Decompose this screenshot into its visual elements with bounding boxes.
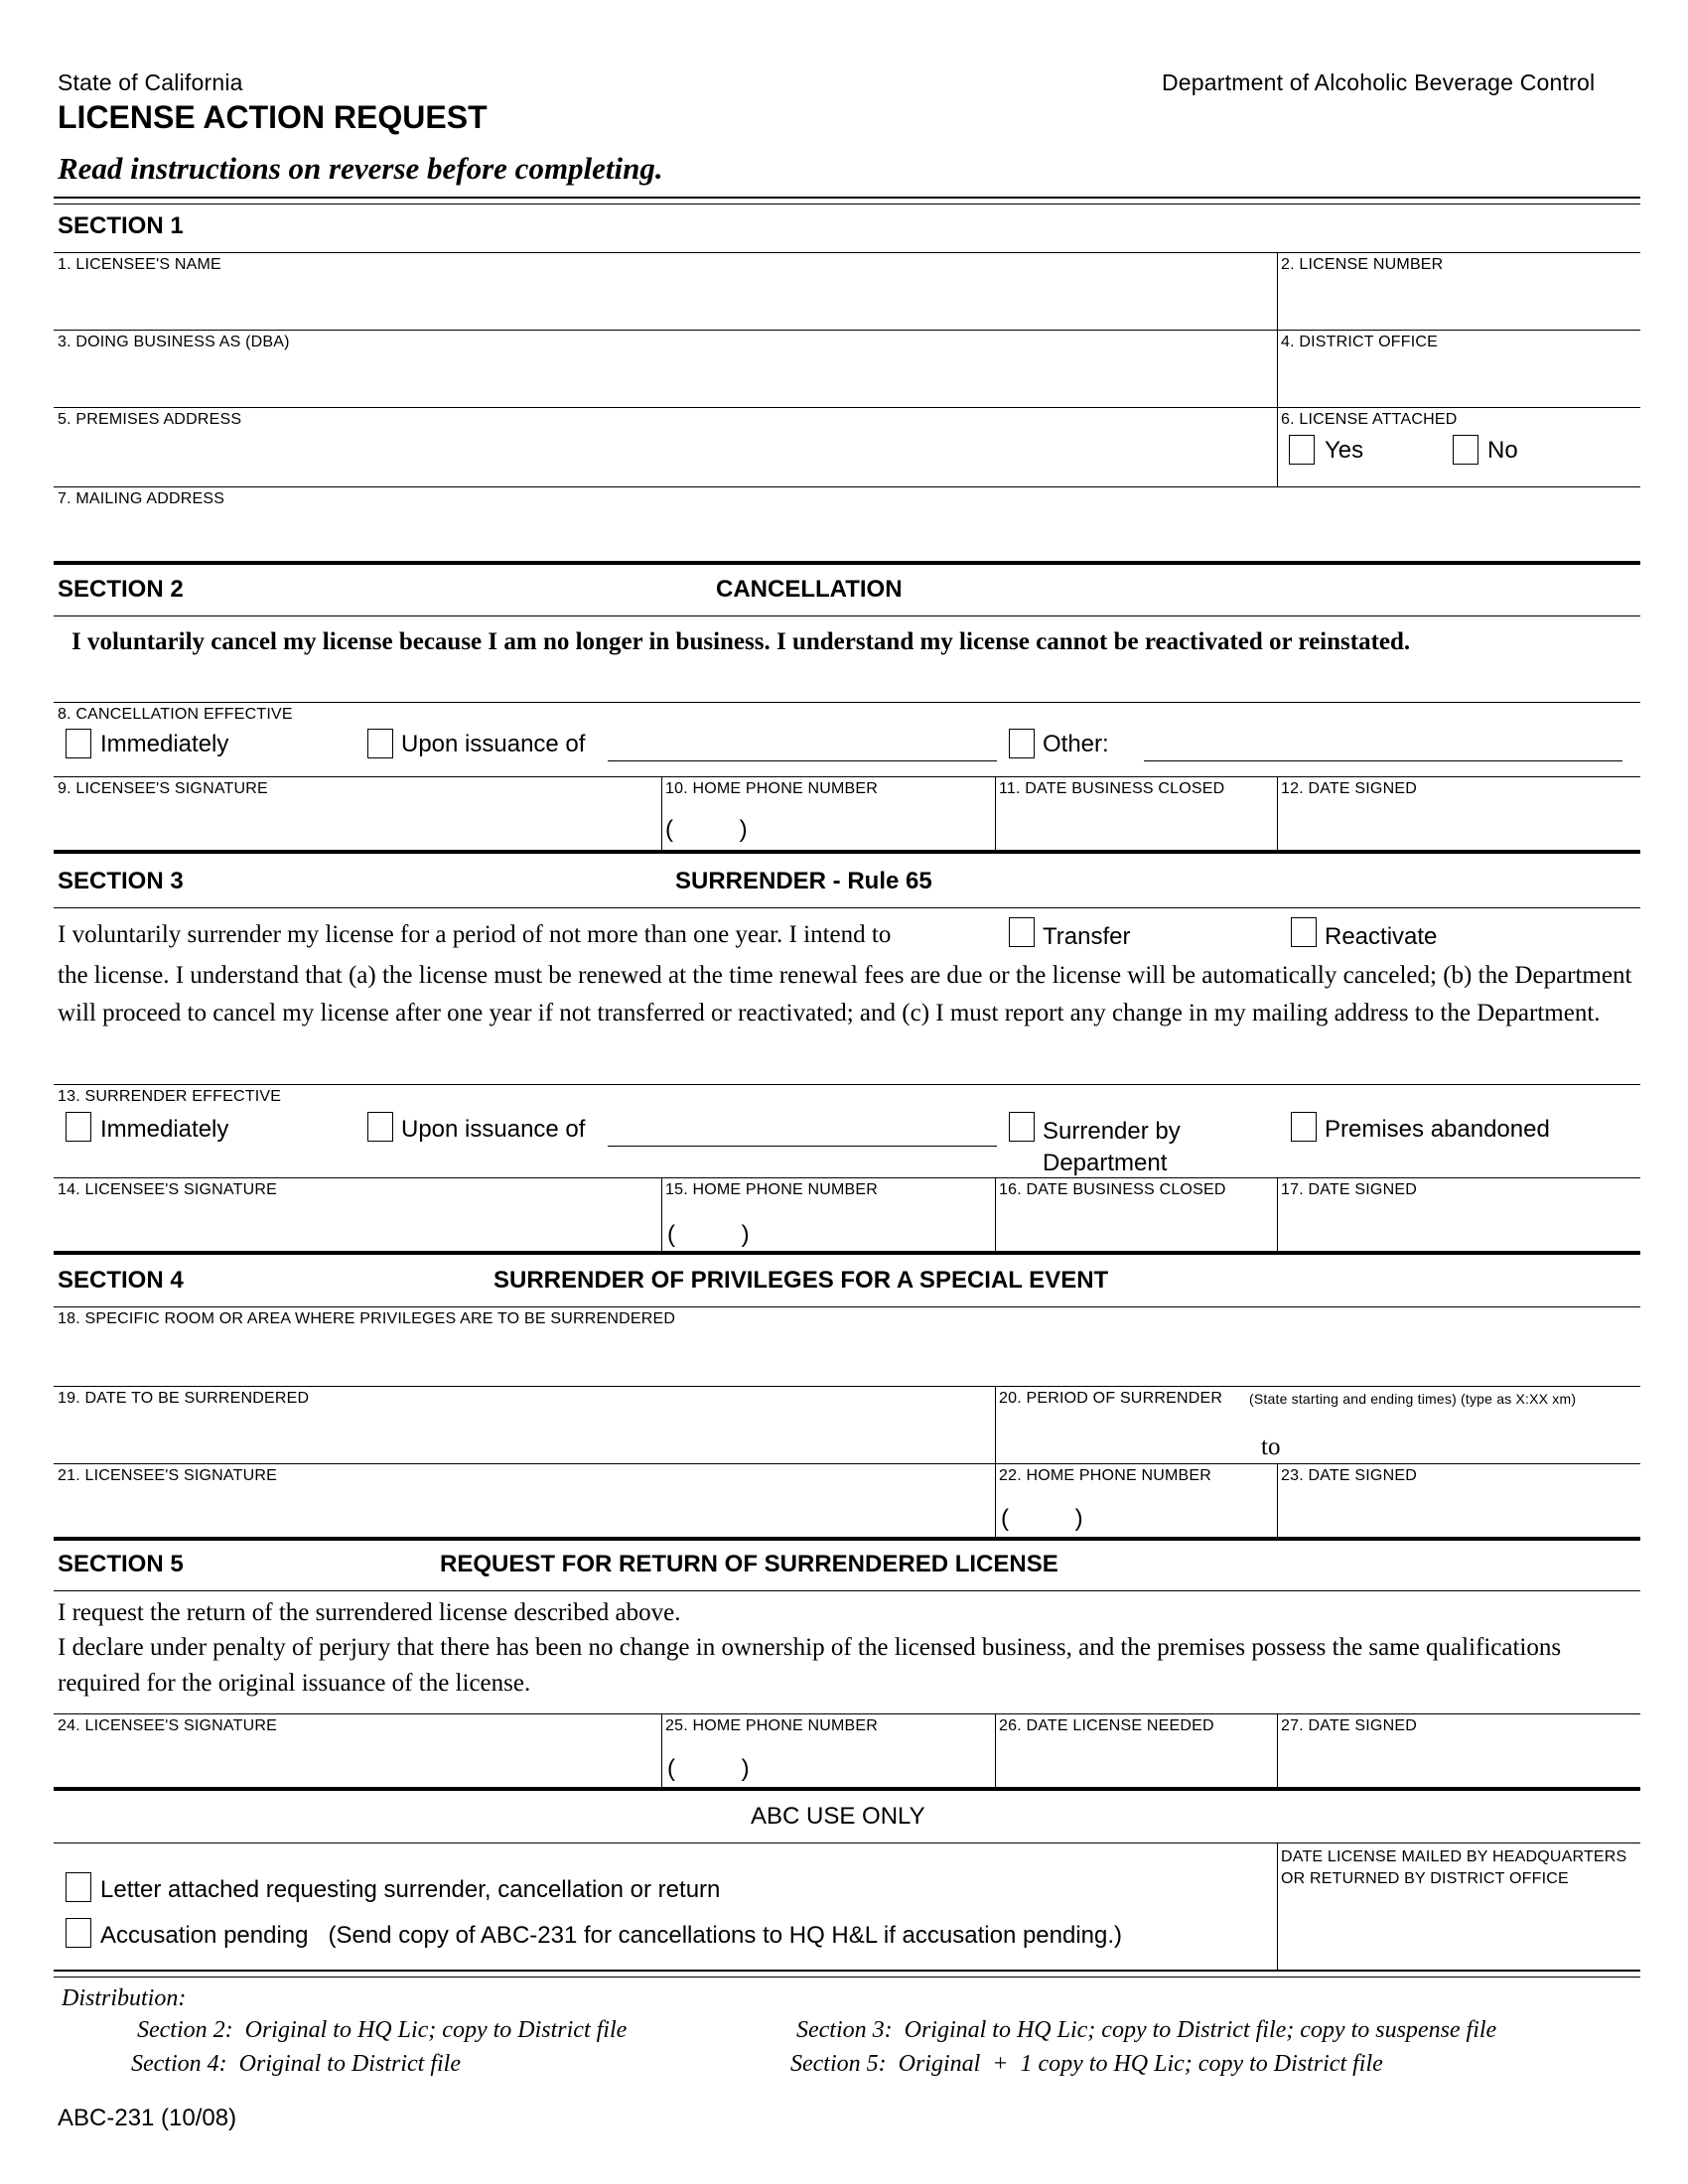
surrender-by-department-label: Surrender by Department: [1043, 1118, 1181, 1176]
upon-issuance-line[interactable]: [608, 760, 997, 761]
section4-heading: SECTION 4: [58, 1267, 184, 1294]
rule: [54, 330, 1640, 331]
column-divider: [995, 1177, 996, 1253]
abc-use-only-title: ABC USE ONLY: [751, 1803, 925, 1830]
cancel-upon-issuance-checkbox[interactable]: [367, 729, 393, 758]
column-divider: [661, 1177, 662, 1253]
letter-attached-checkbox[interactable]: [66, 1872, 91, 1902]
letter-attached-label: Letter attached requesting surrender, cancellation or return: [100, 1876, 721, 1903]
premises-abandoned-label: Premises abandoned: [1325, 1116, 1550, 1143]
premises-abandoned-checkbox[interactable]: [1291, 1112, 1317, 1142]
phone-area-code[interactable]: ( ): [667, 1221, 750, 1248]
rule: [54, 776, 1640, 777]
cancellation-statement: I voluntarily cancel my license because I am no longer in business. I understand my license cannot be reactivated or reinstated.: [71, 628, 1411, 655]
rule: [54, 702, 1640, 703]
licensee-signature-label: 21. LICENSEE'S SIGNATURE: [58, 1467, 277, 1484]
rule: [54, 1970, 1640, 1972]
phone-area-code[interactable]: ( ): [667, 1755, 750, 1782]
section-rule: [54, 850, 1640, 854]
date-signed-label: 27. DATE SIGNED: [1281, 1717, 1417, 1734]
cancel-other-checkbox[interactable]: [1009, 729, 1035, 758]
form-id: ABC-231 (10/08): [58, 2105, 237, 2131]
rule: [54, 1463, 1640, 1464]
to-label: to: [1261, 1433, 1281, 1460]
return-request-text: I request the return of the surrendered license described above.: [58, 1599, 681, 1626]
section3-title: SURRENDER - Rule 65: [675, 868, 932, 894]
specific-room-label: 18. SPECIFIC ROOM OR AREA WHERE PRIVILEGES ARE TO BE SURRENDERED: [58, 1310, 676, 1327]
licensee-signature-label: 24. LICENSEE'S SIGNATURE: [58, 1717, 277, 1734]
home-phone-label: 25. HOME PHONE NUMBER: [665, 1717, 879, 1734]
accusation-pending-checkbox[interactable]: [66, 1918, 91, 1948]
column-divider: [995, 1386, 996, 1539]
licensee-name-label: 1. LICENSEE'S NAME: [58, 256, 221, 273]
district-office-label: 4. DISTRICT OFFICE: [1281, 334, 1438, 350]
date-signed-label: 17. DATE SIGNED: [1281, 1181, 1417, 1198]
surrender-by-department-checkbox[interactable]: [1009, 1112, 1035, 1142]
dba-label: 3. DOING BUSINESS AS (DBA): [58, 334, 290, 350]
rule: [54, 1084, 1640, 1085]
section4-title: SURRENDER OF PRIVILEGES FOR A SPECIAL EVENT: [493, 1267, 1109, 1294]
instructions-note: Read instructions on reverse before completing.: [58, 151, 663, 186]
section5-title: REQUEST FOR RETURN OF SURRENDERED LICENSE: [440, 1551, 1058, 1577]
immediately-label: Immediately: [100, 1116, 229, 1143]
section-rule: [54, 1537, 1640, 1541]
column-divider: [995, 776, 996, 852]
rule: [54, 197, 1640, 199]
rule: [54, 1977, 1640, 1978]
surrender-effective-label: 13. SURRENDER EFFECTIVE: [58, 1088, 282, 1105]
no-label: No: [1487, 437, 1518, 464]
column-divider: [661, 776, 662, 852]
mailing-address-label: 7. MAILING ADDRESS: [58, 490, 225, 507]
phone-area-code[interactable]: ( ): [665, 816, 748, 843]
rule: [54, 1386, 1640, 1387]
transfer-checkbox[interactable]: [1009, 917, 1035, 947]
date-signed-label: 23. DATE SIGNED: [1281, 1467, 1417, 1484]
distribution-section4: Section 4: Original to District file: [131, 2051, 461, 2077]
column-divider: [1277, 252, 1278, 486]
section5-heading: SECTION 5: [58, 1551, 184, 1577]
immediately-label: Immediately: [100, 731, 229, 757]
period-note: (State starting and ending times) (type as X:XX xm): [1249, 1391, 1577, 1407]
accusation-pending-label: Accusation pending (Send copy of ABC-231 for cancellations to HQ H&L if accusation pending.): [100, 1922, 1123, 1949]
distribution-section2: Section 2: Original to HQ Lic; copy to District file: [137, 2017, 628, 2043]
section-rule: [54, 1787, 1640, 1791]
rule: [54, 907, 1640, 908]
license-number-label: 2. LICENSE NUMBER: [1281, 256, 1444, 273]
upon-issuance-line[interactable]: [608, 1146, 997, 1147]
premises-address-label: 5. PREMISES ADDRESS: [58, 411, 242, 428]
section-rule: [54, 1251, 1640, 1255]
date-business-closed-label: 16. DATE BUSINESS CLOSED: [999, 1181, 1226, 1198]
surrender-terms: the license. I understand that (a) the license must be renewed at the time renewal fees are due or the license will be automatically canceled; (b) the Department will proceed to cancel my license after one year if not transferred or reactivated; and (c) I must report any change in my mailing address to the Department.: [58, 962, 1632, 1026]
licensee-signature-label: 9. LICENSEE'S SIGNATURE: [58, 780, 268, 797]
rule: [54, 252, 1640, 253]
home-phone-label: 22. HOME PHONE NUMBER: [999, 1467, 1212, 1484]
period-of-surrender-label: 20. PERIOD OF SURRENDER: [999, 1390, 1223, 1407]
cancellation-effective-label: 8. CANCELLATION EFFECTIVE: [58, 706, 293, 723]
perjury-declaration: I declare under penalty of perjury that there has been no change in ownership of the licensed business, and the premises possess the same qualifications required for the original issuance of the license.: [58, 1634, 1562, 1697]
rule: [54, 615, 1640, 616]
column-divider: [1277, 1713, 1278, 1789]
other-label: Other:: [1043, 731, 1109, 757]
rule: [54, 1590, 1640, 1591]
yes-label: Yes: [1325, 437, 1364, 464]
license-attached-label: 6. LICENSE ATTACHED: [1281, 411, 1458, 428]
department-label: Department of Alcoholic Beverage Control: [1162, 69, 1596, 95]
distribution-section5: Section 5: Original + 1 copy to HQ Lic; copy to District file: [790, 2051, 1383, 2077]
upon-issuance-label: Upon issuance of: [401, 731, 586, 757]
column-divider: [1277, 776, 1278, 852]
section1-heading: SECTION 1: [58, 212, 184, 239]
license-attached-yes-checkbox[interactable]: [1289, 435, 1315, 465]
distribution-section3: Section 3: Original to HQ Lic; copy to District file; copy to suspense file: [796, 2017, 1497, 2043]
section2-title: CANCELLATION: [716, 576, 903, 603]
rule: [54, 486, 1640, 487]
column-divider: [995, 1713, 996, 1789]
surrender-upon-issuance-checkbox[interactable]: [367, 1112, 393, 1142]
distribution-title: Distribution:: [62, 1985, 187, 2011]
state-label: State of California: [58, 69, 243, 95]
section-rule: [54, 561, 1640, 565]
other-line[interactable]: [1144, 760, 1622, 761]
upon-issuance-label: Upon issuance of: [401, 1116, 586, 1143]
form-title: LICENSE ACTION REQUEST: [58, 99, 488, 135]
date-license-mailed-label: DATE LICENSE MAILED BY HEADQUARTERS OR RETURNED BY DISTRICT OFFICE: [1281, 1848, 1627, 1887]
column-divider: [661, 1713, 662, 1789]
section2-heading: SECTION 2: [58, 576, 184, 603]
reactivate-checkbox[interactable]: [1291, 917, 1317, 947]
column-divider: [1277, 1463, 1278, 1539]
date-signed-label: 12. DATE SIGNED: [1281, 780, 1417, 797]
column-divider: [1277, 1843, 1278, 1970]
rule: [54, 204, 1640, 205]
home-phone-label: 15. HOME PHONE NUMBER: [665, 1181, 879, 1198]
reactivate-label: Reactivate: [1325, 923, 1438, 950]
cancel-immediately-checkbox[interactable]: [66, 729, 91, 758]
license-attached-no-checkbox[interactable]: [1453, 435, 1478, 465]
rule: [54, 407, 1640, 408]
rule: [54, 1177, 1640, 1178]
licensee-signature-label: 14. LICENSEE'S SIGNATURE: [58, 1181, 277, 1198]
surrender-intent-text: I voluntarily surrender my license for a period of not more than one year. I intend to: [58, 921, 892, 948]
column-divider: [1277, 1177, 1278, 1253]
date-business-closed-label: 11. DATE BUSINESS CLOSED: [999, 780, 1225, 797]
rule: [54, 1306, 1640, 1307]
section3-heading: SECTION 3: [58, 868, 184, 894]
home-phone-label: 10. HOME PHONE NUMBER: [665, 780, 879, 797]
transfer-label: Transfer: [1043, 923, 1131, 950]
date-surrendered-label: 19. DATE TO BE SURRENDERED: [58, 1390, 310, 1407]
phone-area-code[interactable]: ( ): [1001, 1505, 1083, 1532]
rule: [54, 1713, 1640, 1714]
surrender-immediately-checkbox[interactable]: [66, 1112, 91, 1142]
date-license-needed-label: 26. DATE LICENSE NEEDED: [999, 1717, 1214, 1734]
